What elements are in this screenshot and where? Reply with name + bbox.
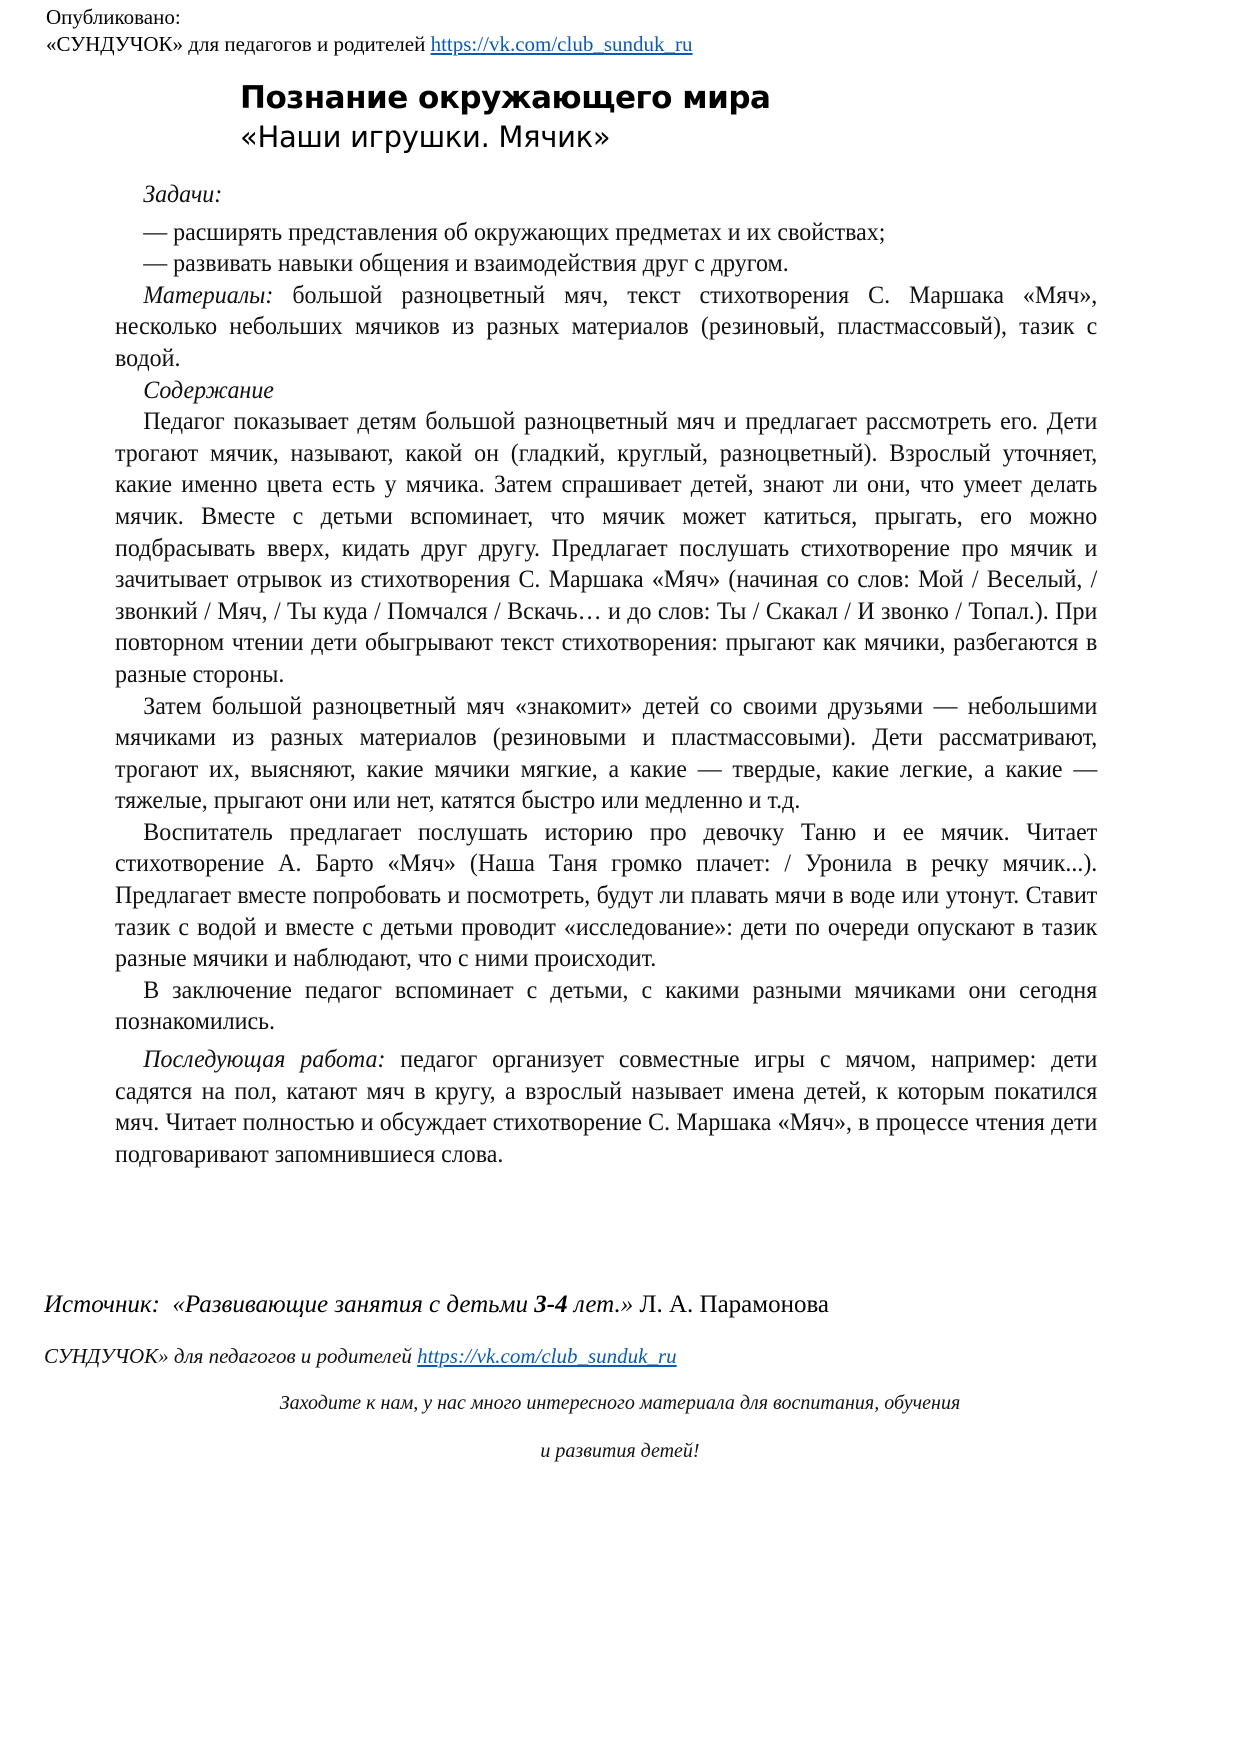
publication-header xyxy=(46,4,693,58)
materials-label: Материалы: xyxy=(143,279,274,309)
source-label: Источник: xyxy=(44,1291,160,1318)
content-paragraph: Педагог показывает детям большой разноцветный мяч и предлагает рассмотреть его. Дети трогают мячик, называют, какой он (гладкий, круглый, разноцветный). Взрослый уточняет, какие именно цвета есть у мячика. Затем спрашивает детей, знают ли они, что умеет делать мячик. Вместе с детьми вспоминает, что мячик может катиться, прыгать, его можно подбрасывать вверх, кидать друг другу. Предлагает послушать стихотворение про мячик и зачитывает отрывок из стихотворения С. Маршака «Мяч» (начиная со слов: Мой / Веселый, / звонкий / Мяч, / Ты куда / Помчался / Вскачь… и до слов: Ты / Скакал / И звонко / Топал.). При повторном чтении дети обыгрывают текст стихотворения: прыгают как мячики, разбегаются в разные стороны. xyxy=(115,406,1098,688)
content-heading: Содержание xyxy=(143,374,274,404)
footer-club-text: СУНДУЧОК» для педагогов и родителей xyxy=(44,1344,412,1368)
page-title: Познание окружающего мира xyxy=(240,80,771,116)
task-item: — развивать навыки общения и взаимодействия друг с другом. xyxy=(143,248,789,278)
source-author: Л. А. Парамонова xyxy=(639,1291,830,1318)
content-paragraph: В заключение педагог вспоминает с детьми, с какими разными мячиками они сегодня познакомились. xyxy=(115,974,1098,1036)
page-subtitle: «Наши игрушки. Мячик» xyxy=(240,120,611,154)
footer-club-line xyxy=(44,1344,677,1369)
source-line xyxy=(44,1291,829,1319)
invite-line-1: Заходите к нам, у нас много интересного материала для воспитания, обучения xyxy=(279,1392,961,1414)
invite-line-2: и развития детей! xyxy=(540,1440,700,1462)
club-link[interactable]: https://vk.com/club_sunduk_ru xyxy=(430,32,693,56)
materials-text: большой разноцветный мяч, текст стихотворения С. Маршака «Мяч», несколько небольших мячиков из разных материалов (резиновый, пластмассовый), тазик с водой. xyxy=(115,279,1098,372)
materials-paragraph xyxy=(115,279,1097,374)
published-label: Опубликовано: xyxy=(46,5,181,29)
footer-club-link[interactable]: https://vk.com/club_sunduk_ru xyxy=(417,1344,677,1368)
content-paragraph: Затем большой разноцветный мяч «знакомит» детей со своими друзьями — небольшими мячиками из разных материалов (резиновыми и пластмассовыми). Дети рассматривают, трогают их, выясняют, какие мячики мягкие, а какие — твердые, какие легкие, а какие — тяжелые, прыгают они или нет, катятся быстро или медленно и т.д. xyxy=(115,690,1098,815)
tasks-heading: Задачи: xyxy=(143,179,223,208)
followup-paragraph xyxy=(115,1043,1097,1169)
club-text: «СУНДУЧОК» для педагогов и родителей xyxy=(46,32,426,56)
followup-text: педагог организует совместные игры с мячом, например: дети садятся на пол, катают мяч в кругу, а взрослый называет имена детей, к которым покатился мяч. Читает полностью и обсуждает стихотворение С. Маршака «Мяч», в процессе чтения дети подговаривают запомнившиеся слова. xyxy=(115,1044,1098,1168)
document-body xyxy=(115,178,1097,1169)
followup-label: Последующая работа: xyxy=(143,1044,386,1074)
task-item: — расширять представления об окружающих предметах и их свойствах; xyxy=(143,216,886,246)
source-book: «Развивающие занятия с детьми 3-4 лет.» xyxy=(172,1291,634,1318)
document-title xyxy=(240,78,770,156)
content-paragraph: Воспитатель предлагает послушать историю про девочку Таню и ее мячик. Читает стихотворение А. Барто «Мяч» (Наша Таня громко плачет: / Уронила в речку мячик...). Предлагает вместе попробовать и посмотреть, будут ли плавать мячи в воде или утонут. Ставит тазик с водой и вместе с детьми проводит «исследование»: дети по очереди опускают в тазик разные мячики и наблюдают, что с ними происходит. xyxy=(115,816,1098,973)
club-line xyxy=(46,31,693,58)
